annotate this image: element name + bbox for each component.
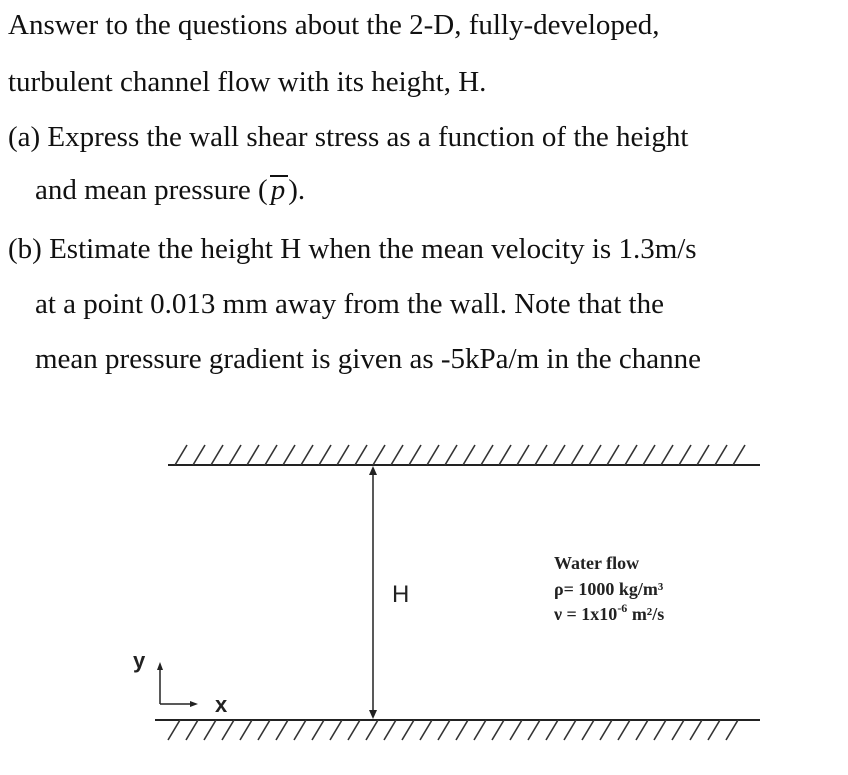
hatch-mark [330, 720, 342, 740]
hatch-mark [643, 445, 655, 465]
part-a-line-1: (a) Express the wall shear stress as a function of the height [8, 121, 689, 153]
hatch-mark [481, 445, 493, 465]
hatch-mark [427, 445, 439, 465]
hatch-mark [348, 720, 360, 740]
intro-line-1: Answer to the questions about the 2-D, fully-developed, [8, 9, 660, 41]
hatch-mark [175, 445, 187, 465]
hatch-mark [571, 445, 583, 465]
height-arrow-bottom [369, 710, 377, 719]
bottom-wall-hatching [168, 720, 738, 740]
hatch-mark [186, 720, 198, 740]
hatch-mark [438, 720, 450, 740]
hatch-mark [708, 720, 720, 740]
hatch-mark [726, 720, 738, 740]
y-axis-arrow [157, 662, 163, 670]
part-b-line-3: mean pressure gradient is given as -5kPa/m in the channe [35, 343, 701, 375]
hatch-mark [229, 445, 241, 465]
viscosity-unit: m²/s [627, 604, 665, 624]
hatch-mark [301, 445, 313, 465]
height-label: H [392, 581, 410, 608]
hatch-mark [600, 720, 612, 740]
hatch-mark [528, 720, 540, 740]
hatch-mark [204, 720, 216, 740]
hatch-mark [672, 720, 684, 740]
hatch-mark [211, 445, 223, 465]
hatch-mark [265, 445, 277, 465]
hatch-mark [499, 445, 511, 465]
fluid-title: Water flow [554, 553, 640, 573]
hatch-mark [420, 720, 432, 740]
hatch-mark [636, 720, 648, 740]
hatch-mark [715, 445, 727, 465]
part-b-line-2: at a point 0.013 mm away from the wall. Note that the [35, 288, 664, 320]
hatch-mark [222, 720, 234, 740]
part-b-line-1: (b) Estimate the height H when the mean velocity is 1.3m/s [8, 233, 697, 265]
top-wall-hatching [175, 445, 745, 465]
hatch-mark [247, 445, 259, 465]
x-axis-label: x [215, 692, 228, 717]
hatch-mark [492, 720, 504, 740]
hatch-mark [535, 445, 547, 465]
hatch-mark [618, 720, 630, 740]
hatch-mark [337, 445, 349, 465]
hatch-mark [276, 720, 288, 740]
hatch-mark [384, 720, 396, 740]
part-a-text: and mean pressure ( [35, 174, 268, 206]
hatch-mark [564, 720, 576, 740]
hatch-mark [391, 445, 403, 465]
hatch-mark [258, 720, 270, 740]
height-arrow-top [369, 466, 377, 475]
hatch-mark [582, 720, 594, 740]
hatch-mark [312, 720, 324, 740]
hatch-mark [373, 445, 385, 465]
intro-line-2: turbulent channel flow with its height, H. [8, 66, 487, 98]
hatch-mark [409, 445, 421, 465]
viscosity-prefix: ν = 1x10 [554, 604, 618, 624]
hatch-mark [456, 720, 468, 740]
hatch-mark [474, 720, 486, 740]
hatch-mark [679, 445, 691, 465]
mean-pressure-symbol: p [268, 173, 289, 207]
y-axis-label: y [133, 648, 146, 673]
hatch-mark [193, 445, 205, 465]
hatch-mark [445, 445, 457, 465]
hatch-mark [553, 445, 565, 465]
viscosity-exponent: -6 [617, 601, 628, 615]
hatch-mark [589, 445, 601, 465]
hatch-mark [607, 445, 619, 465]
hatch-mark [546, 720, 558, 740]
hatch-mark [661, 445, 673, 465]
viscosity-label [553, 601, 664, 624]
hatch-mark [654, 720, 666, 740]
hatch-mark [283, 445, 295, 465]
hatch-mark [690, 720, 702, 740]
hatch-mark [402, 720, 414, 740]
hatch-mark [463, 445, 475, 465]
density-label: ρ= 1000 kg/m³ [554, 579, 664, 599]
x-axis-arrow [190, 701, 198, 707]
hatch-mark [366, 720, 378, 740]
hatch-mark [733, 445, 745, 465]
hatch-mark [625, 445, 637, 465]
hatch-mark [510, 720, 522, 740]
hatch-mark [240, 720, 252, 740]
part-a-text-end: ). [288, 174, 306, 206]
hatch-mark [319, 445, 331, 465]
hatch-mark [294, 720, 306, 740]
hatch-mark [697, 445, 709, 465]
hatch-mark [168, 720, 180, 740]
hatch-mark [355, 445, 367, 465]
hatch-mark [517, 445, 529, 465]
